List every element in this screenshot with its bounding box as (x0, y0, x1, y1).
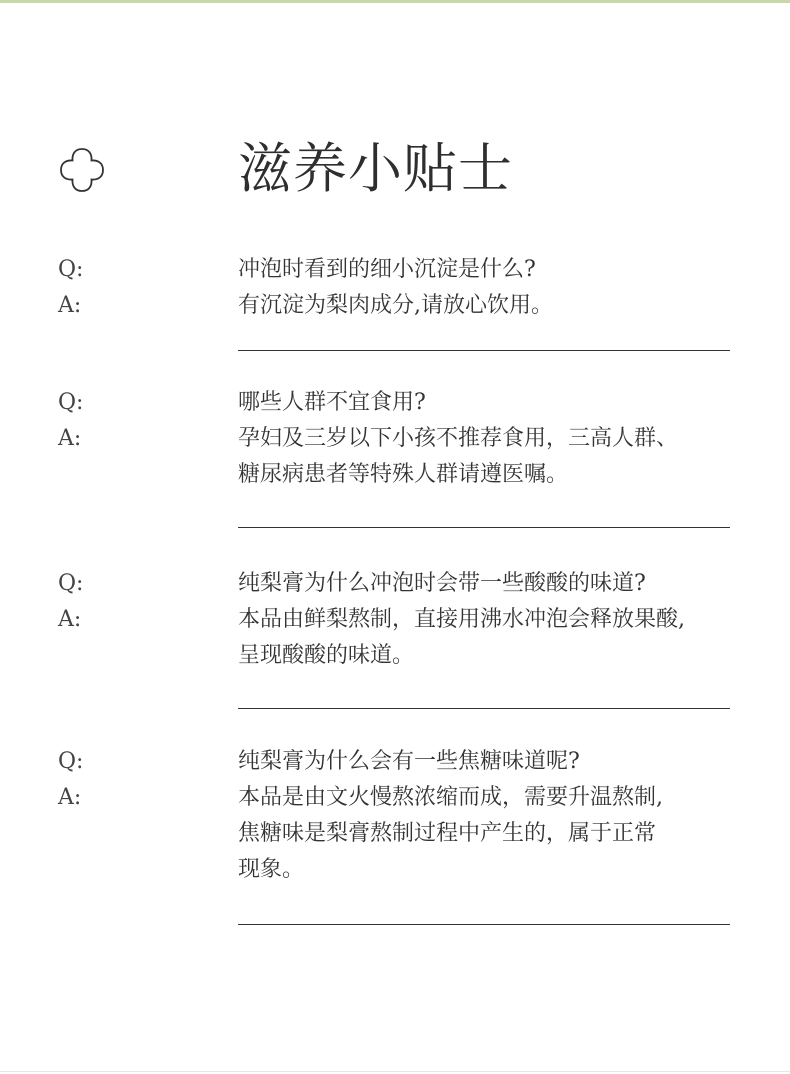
question-label: Q: (58, 390, 84, 415)
question-text: 冲泡时看到的细小沉淀是什么? (238, 257, 536, 282)
answer-label: A: (58, 785, 82, 810)
answer-line: 呈现酸酸的味道。 (238, 643, 415, 668)
quatrefoil-icon (58, 146, 106, 194)
answer-label: A: (58, 426, 82, 451)
answer-line: 焦糖味是梨膏熬制过程中产生的，属于正常 (238, 821, 657, 846)
question-text: 纯梨膏为什么冲泡时会带一些酸酸的味道? (238, 571, 646, 596)
question-label: Q: (58, 257, 84, 282)
answer-label: A: (58, 293, 82, 318)
answer-line: 糖尿病患者等特殊人群请遵医嘱。 (238, 462, 569, 487)
answer-line: 本品是由文火慢熬浓缩而成，需要升温熬制, (238, 785, 663, 810)
divider (238, 708, 730, 709)
divider (238, 924, 730, 925)
question-label: Q: (58, 749, 84, 774)
bottom-edge-line (0, 1071, 790, 1072)
divider (238, 527, 730, 528)
question-text: 纯梨膏为什么会有一些焦糖味道呢? (238, 749, 580, 774)
page-title: 滋养小贴士 (238, 137, 513, 200)
divider (238, 350, 730, 351)
question-text: 哪些人群不宜食用? (238, 390, 426, 415)
answer-line: 本品由鲜梨熬制，直接用沸水冲泡会释放果酸, (238, 607, 685, 632)
top-accent-bar (0, 0, 790, 3)
question-label: Q: (58, 571, 84, 596)
answer-label: A: (58, 607, 82, 632)
answer-line: 有沉淀为梨肉成分,请放心饮用。 (238, 293, 553, 318)
answer-line: 孕妇及三岁以下小孩不推荐食用，三高人群、 (238, 426, 679, 451)
answer-line: 现象。 (238, 857, 305, 882)
